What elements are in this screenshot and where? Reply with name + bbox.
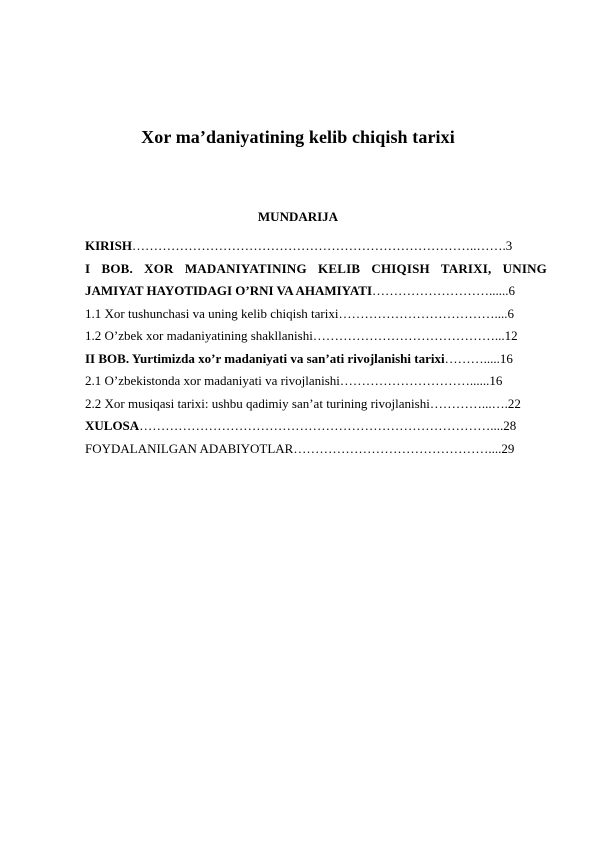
toc-entry-title: 1.1 Xor tushunchasi va uning kelib chiqish tarixi: [85, 305, 339, 321]
toc-entry-kirish: [85, 235, 547, 258]
toc-entry-leader: …………...….22: [429, 395, 521, 411]
toc-entry-leader: ……………………………………...12: [312, 328, 518, 343]
toc-entry-2-2: [85, 393, 547, 416]
toc-entry-title: II BOB. Yurtimizda xo’r madaniyati va san’ati rivojlanishi tarixi: [85, 350, 445, 366]
toc-heading: MUNDARIJA: [257, 209, 339, 224]
toc-entry-chapter-1-line-1: [85, 258, 547, 281]
table-of-contents: [85, 235, 547, 460]
toc-entry-title: KIRISH: [85, 238, 132, 253]
toc-entry-chapter-1-line-2: [85, 280, 547, 303]
toc-entry-1-2: [85, 325, 547, 348]
toc-entry-leader: ………………………………………………………………………....28: [139, 418, 517, 433]
toc-entry-leader: ……….....16: [444, 350, 513, 366]
toc-entry-references: [85, 438, 547, 461]
document-title: Xor ma’daniyatining kelib chiqish tarixi: [141, 127, 455, 147]
toc-entry-leader: ………………………......6: [372, 283, 516, 298]
toc-entry-title: XULOSA: [85, 418, 140, 433]
toc-entry-title: FOYDALANILGAN ADABIYOTLAR: [85, 440, 294, 456]
toc-entry-xulosa: [85, 415, 547, 438]
toc-entry-leader: …………………………......16: [339, 373, 503, 388]
toc-entry-leader: ………………………………………....29: [293, 440, 515, 456]
toc-entry-title: 1.2 O’zbek xor madaniyatining shakllanishi: [85, 328, 313, 343]
toc-entry-chapter-2: [85, 348, 547, 371]
toc-entry-1-1: [85, 303, 547, 326]
toc-entry-title: I BOB. XOR MADANIYATINING KELIB CHIQISH TARIXI, UNING: [85, 260, 547, 276]
toc-entry-title: 2.2 Xor musiqasi tarixi: ushbu qadimiy san’at turining rivojlanishi: [85, 395, 430, 411]
toc-entry-title: 2.1 O’zbekistonda xor madaniyati va rivojlanishi: [85, 373, 340, 388]
toc-entry-2-1: [85, 370, 547, 393]
toc-entry-title: JAMIYAT HAYOTIDAGI O’RNI VA AHAMIYATI: [85, 283, 373, 298]
toc-entry-leader: ……………………………………………………………………..…….3: [131, 238, 513, 253]
toc-entry-leader: ………………………………....6: [338, 305, 514, 321]
